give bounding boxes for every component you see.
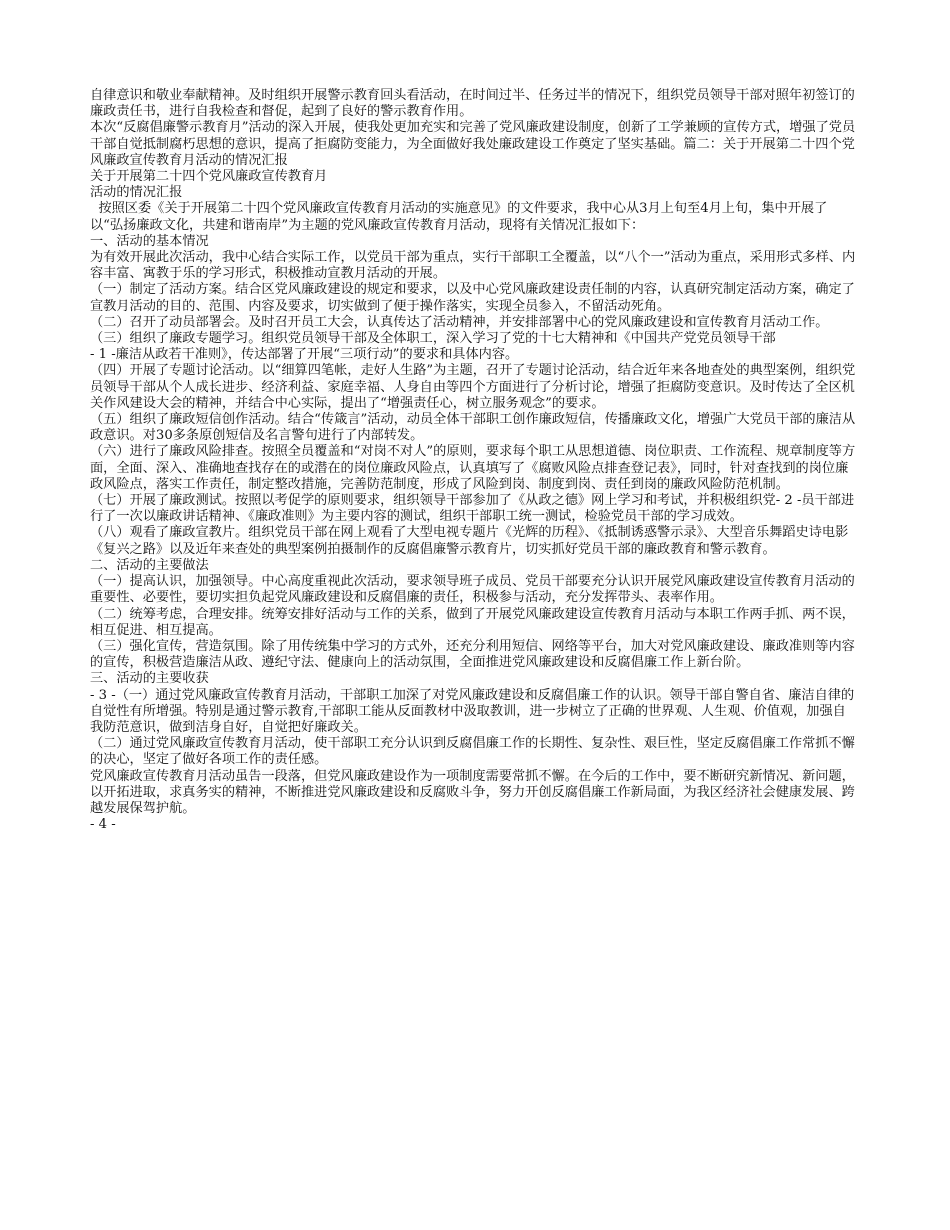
paragraph: - 3 -（一）通过党风廉政宣传教育月活动，干部职工加深了对党风廉政建设和反腐倡廉工作的认识。领导干部自警自省、廉洁自律的自觉性有所增强。特别是通过警示教育,干部职工能从反面教材中汲取教训，进一步树立了正确的世界观、人生观、价值观，加强自我防范意识，做到洁身自好，自觉把好廉政关。: [90, 687, 855, 735]
paragraph: （二）统筹考虑，合理安排。统筹安排好活动与工作的关系，做到了开展党风廉政建设宣传教育月活动与本职工作两手抓、两不误，相互促进、相互提高。: [90, 606, 855, 638]
paragraph: 自律意识和敬业奉献精神。及时组织开展警示教育回头看活动，在时间过半、任务过半的情况下，组织党员领导干部对照年初签订的廉政责任书，进行自我检查和督促，起到了良好的警示教育作用。: [90, 88, 855, 120]
paragraph: 按照区委《关于开展第二十四个党风廉政宣传教育月活动的实施意见》的文件要求，我中心从3月上旬至4月上旬，集中开展了以“弘扬廉政文化，共建和谐南岸”为主题的党风廉政宣传教育月活动，现将有关情况汇报如下：: [90, 201, 828, 233]
paragraph: （五）组织了廉政短信创作活动。结合“传箴言”活动，动员全体干部职工创作廉政短信，传播廉政文化，增强广大党员干部的廉洁从政意识。对30多条原创短信及名言警句进行了内部转发。: [90, 412, 856, 444]
paragraph: （八）观看了廉政宣教片。组织党员干部在网上观看了大型电视专题片《光辉的历程》、《抵制诱惑警示录》、大型音乐舞蹈史诗电影《复兴之路》以及近年来查处的典型案例拍摄制作的反腐倡廉警示教育片，切实抓好党员干部的廉政教育和警示教育。: [90, 525, 849, 557]
paragraph: 为有效开展此次活动，我中心结合实际工作，以党员干部为重点，实行干部职工全覆盖，以“八个一”活动为重点，采用形式多样、内容丰富、寓教于乐的学习形式，积极推动宣教月活动的开展。: [90, 250, 856, 282]
paragraph: - 1 -廉洁从政若干准则》，传达部署了开展“三项行动”的要求和具体内容。: [90, 347, 519, 363]
paragraph: （三）强化宣传，营造氛围。除了用传统集中学习的方式外，还充分利用短信、网络等平台，加大对党风廉政建设、廉政准则等内容的宣传，积极营造廉洁从政、遵纪守法、健康向上的活动氛围，全面推进党风廉政建设和反腐倡廉工作上新台阶。: [90, 638, 855, 671]
heading: 活动的情况汇报: [90, 185, 183, 201]
heading: 关于开展第二十四个党风廉政宣传教育月: [90, 169, 328, 185]
paragraph: （七）开展了廉政测试。按照以考促学的原则要求，组织领导干部参加了《从政之德》网上学习和考试，并积极组织党- 2 -员干部进行了一次以廉政讲话精神、《廉政准则》为主要内容的测试，组织干部职工统一测试，检验党员干部的学习成效。: [90, 493, 855, 525]
paragraph: （四）开展了专题讨论活动。以“细算四笔帐，走好人生路”为主题，召开了专题讨论活动，结合近年来各地查处的典型案例，组织党员领导干部从个人成长进步、经济利益、家庭幸福、人身自由等四个方面进行了分析讨论，增强了拒腐防变意识。及时传达了全区机关作风建设大会的精神，并结合中心实际，提出了“增强责任心，树立服务观念”的要求。: [90, 363, 856, 411]
paragraph: （一）制定了活动方案。结合区党风廉政建设的规定和要求，以及中心党风廉政建设责任制的内容，认真研究制定活动方案，确定了宣教月活动的目的、范围、内容及要求，切实做到了便于操作落实，实现全员参入，不留活动死角。: [90, 282, 855, 314]
paragraph: （六）进行了廉政风险排查。按照全员覆盖和“对岗不对人”的原则，要求每个职工从思想道德、岗位职责、工作流程、规章制度等方面，全面、深入、准确地查找存在的或潜在的岗位廉政风险点，认真填写了《腐败风险点排查登记表》，同时，针对查找到的岗位廉政风险点，落实工作责任，制定整改措施，完善防范制度，形成了风险到岗、制度到岗、责任到岗的廉政风险防范机制。: [90, 444, 856, 492]
paragraph: 党风廉政宣传教育月活动虽告一段落，但党风廉政建设作为一项制度需要常抓不懈。在今后的工作中，要不断研究新情况、新问题，以开拓进取，求真务实的精神，不断推进党风廉政建设和反腐败斗争，努力开创反腐倡廉工作新局面，为我区经济社会健康发展、跨越发展保驾护航。: [90, 768, 855, 816]
paragraph: 本次“反腐倡廉警示教育月”活动的深入开展，使我处更加充实和完善了党风廉政建设制度，创新了工学兼顾的宣传方式，增强了党员干部自觉抵制腐朽思想的意识，提高了拒腐防变能力，为全面做好我处廉政建设工作奠定了坚实基础。篇二：关于开展第二十四个党风廉政宣传教育月活动的情况汇报: [90, 120, 856, 168]
section-heading: 二、活动的主要做法: [90, 557, 209, 573]
paragraph: （一）提高认识，加强领导。中心高度重视此次活动，要求领导班子成员、党员干部要充分认识开展党风廉政建设宣传教育月活动的重要性、必要性，要切实担负起党风廉政建设和反腐倡廉的责任，积极参与活动，充分发挥带头、表率作用。: [90, 574, 855, 606]
paragraph: （三）组织了廉政专题学习。组织党员领导干部及全体职工，深入学习了党的十七大精神和《中国共产党党员领导干部: [90, 331, 776, 347]
paragraph: （二）召开了动员部署会。及时召开员工大会，认真传达了活动精神，并安排部署中心的党风廉政建设和宣传教育月活动工作。: [90, 314, 829, 330]
paragraph: （二）通过党风廉政宣传教育月活动，使干部职工充分认识到反腐倡廉工作的长期性、复杂性、艰巨性，坚定反腐倡廉工作常抓不懈的决心，坚定了做好各项工作的责任感。: [90, 736, 855, 768]
section-heading: 一、活动的基本情况: [90, 233, 209, 249]
page-number: - 4 -: [90, 817, 116, 833]
section-heading: 三、活动的主要收获: [90, 671, 209, 687]
